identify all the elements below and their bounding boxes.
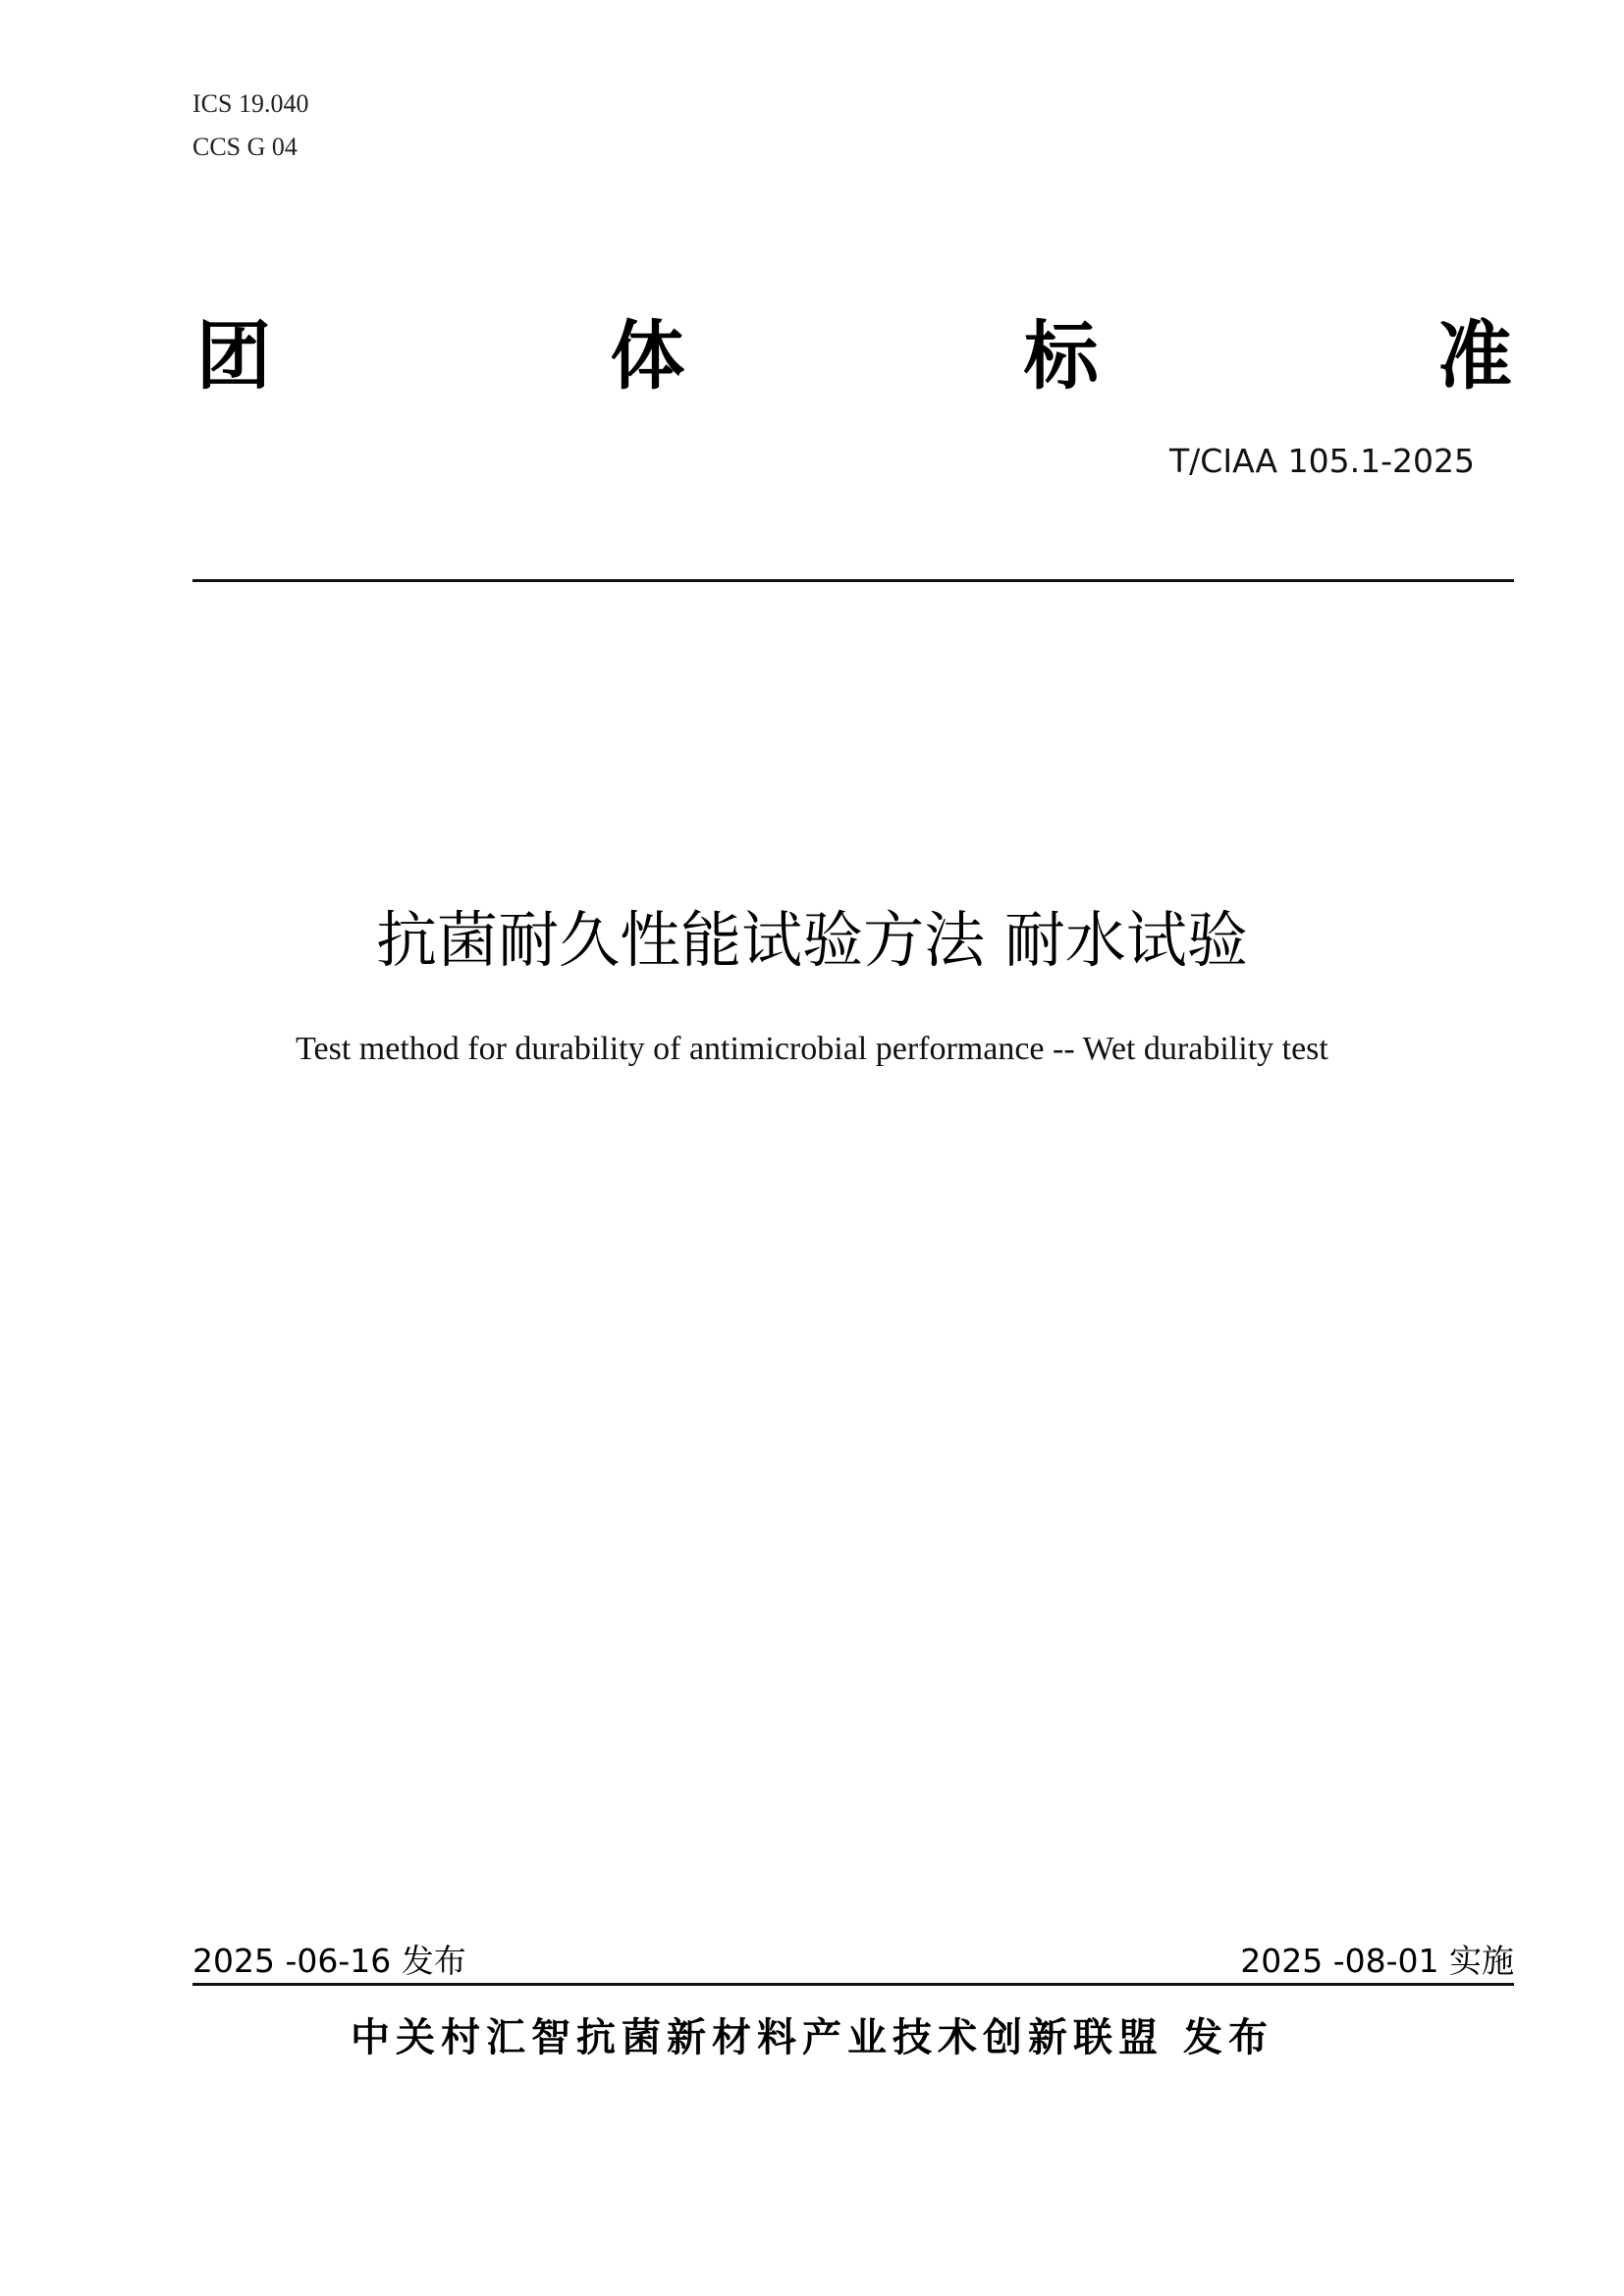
standard-type-heading (196, 312, 1512, 400)
publisher-line: 中关村汇智抗菌新材料产业技术创新联盟 发布 (351, 2015, 1273, 2060)
publish-date: 2025 -06-16 发布 (192, 1942, 466, 1980)
ics-code: ICS 19.040 (192, 89, 309, 118)
footer-divider (192, 1983, 1514, 1986)
date-row (192, 1940, 1514, 1983)
header-divider (192, 579, 1514, 582)
classification-codes (192, 82, 308, 169)
standard-type-char-3: 标 (1023, 312, 1099, 400)
document-title-chinese: 抗菌耐久性能试验方法 耐水试验 (376, 904, 1248, 976)
implementation-date: 2025 -08-01 实施 (1240, 1942, 1514, 1980)
standard-type-char-4: 准 (1436, 312, 1512, 400)
document-title-english: Test method for durability of antimicrobial performance -- Wet durability test (296, 1031, 1328, 1067)
standard-type-char-1: 团 (196, 312, 271, 400)
standard-type-char-2: 体 (610, 312, 685, 400)
standard-number: T/CIAA 105.1-2025 (1169, 442, 1475, 480)
ccs-code: CCS G 04 (192, 133, 298, 161)
